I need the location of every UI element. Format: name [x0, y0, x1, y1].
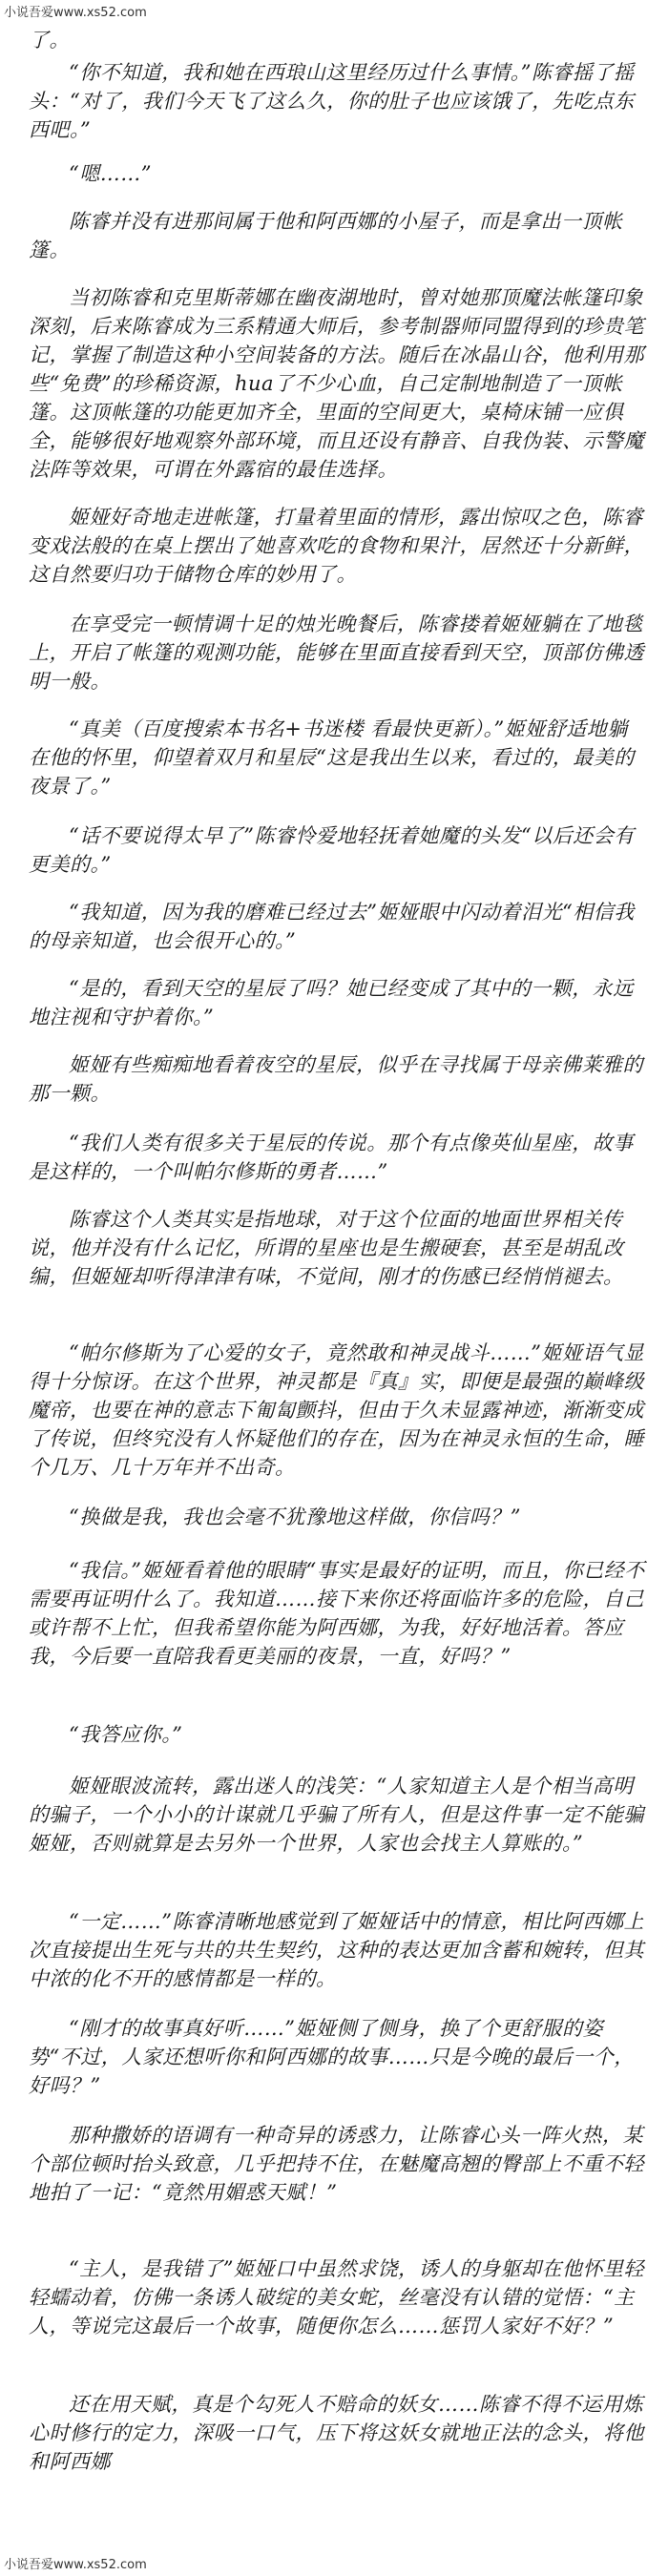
paragraph: “帕尔修斯为了心爱的女子，竟然敢和神灵战斗……”姬娅语气显得十分惊讶。在这个世界，神灵都是『真』实，即便是最强的巅峰级魔帝，也要在神的意志下匍匐颤抖，但由于久未显露神迹，渐渐变成了传说，但终究没有人怀疑他们的存在，因为在神灵永恒的生命，睡个几万、几十万年并不出奇。: [29, 1341, 644, 1479]
paragraph: “真美（百度搜索本书名+书迷楼 看最快更新）。”姬娅舒适地躺在他的怀里，仰望着双月和星辰“这是我出生以来，看过的，最美的夜景了。”: [29, 717, 635, 798]
paragraph: “我知道，因为我的磨难已经过去”姬娅眼中闪动着泪光“相信我的母亲知道，也会很开心的。”: [29, 901, 635, 952]
paragraph: “换做是我，我也会毫不犹豫地这样做，你信吗？”: [69, 1506, 521, 1528]
paragraph: “刚才的故事真好听……”姬娅侧了侧身，换了个更舒服的姿势“不过，人家还想听你和阿西娜的故事……只是今晚的最后一个，好吗？”: [29, 2017, 635, 2097]
paragraph: 了。: [29, 29, 70, 52]
paragraph: 当初陈睿和克里斯蒂娜在幽夜湖地时，曾对她那顶魔法帐篷印象深刻，后来陈睿成为三系精通大师后，参考制器师同盟得到的珍贵笔记，掌握了制造这种小空间装备的方法。随后在冰晶山谷，他利用那些“免费”的珍稀资源，hua了不少心血，自己定制地制造了一顶帐篷。这顶帐篷的功能更加齐全，里面的空间更大，桌椅床铺一应俱全，能够很好地观察外部环境，而且还设有静音、自我伪装、示警魔法阵等效果，可谓在外露宿的最佳选择。: [29, 286, 644, 481]
paragraph: 陈睿这个人类其实是指地球，对于这个位面的地面世界相关传说，他并没有什么记忆，所谓的星座也是生搬硬套，甚至是胡乱改编，但姬娅却听得津津有味，不觉间，刚才的伤感已经悄悄褪去。: [29, 1208, 624, 1288]
site-watermark-header: 小说吾爱www.xs52.com: [4, 6, 147, 20]
paragraph: 还在用天赋，真是个勾死人不赔命的妖女……陈睿不得不运用炼心时修行的定力，深吸一口气，压下将这妖女就地正法的念头，将他和阿西娜: [29, 2393, 644, 2473]
paragraph: “嗯……”: [69, 162, 152, 185]
paragraph: 陈睿并没有进那间属于他和阿西娜的小屋子，而是拿出一顶帐篷。: [29, 210, 623, 261]
paragraph: 在享受完一顿情调十足的烛光晚餐后，陈睿搂着姬娅躺在了地毯上，开启了帐篷的观测功能，能够在里面直接看到天空，顶部仿佛透明一般。: [29, 613, 644, 693]
paragraph: “主人，是我错了”姬娅口中虽然求饶，诱人的身躯却在他怀里轻轻蠕动着，仿佛一条诱人破绽的美女蛇，丝毫没有认错的觉悟：“主人，等说完这最后一个故事，随便你怎么……惩罚人家好不好？”: [29, 2257, 644, 2337]
paragraph: 那种撒娇的语调有一种奇异的诱惑力，让陈睿心头一阵火热，某个部位顿时抬头致意，几乎把持不住，在魅魔高翘的臀部上不重不轻地拍了一记：“竟然用媚惑天赋！”: [29, 2124, 644, 2204]
site-watermark-footer: 小说吾爱www.xs52.com: [4, 2558, 147, 2572]
paragraph: “话不要说得太早了”陈睿怜爱地轻抚着她魔的头发“以后还会有更美的。”: [29, 824, 635, 876]
paragraph: “我们人类有很多关于星辰的传说。那个有点像英仙星座，故事是这样的，一个叫帕尔修斯的勇者……”: [29, 1132, 634, 1183]
paragraph: “是的，看到天空的星辰了吗？她已经变成了其中的一颗，永远地注视和守护着你。”: [29, 977, 634, 1028]
paragraph: 姬娅有些痴痴地看着夜空的星辰，似乎在寻找属于母亲佛莱雅的那一颗。: [29, 1053, 643, 1105]
paragraph: “一定……”陈睿清晰地感觉到了姬娅话中的情意，相比阿西娜上次直接提出生死与共的共生契约，这种的表达更加含蓄和婉转，但其中浓的化不开的感情都是一样的。: [29, 1910, 644, 1990]
paragraph: “我答应你。”: [69, 1723, 183, 1746]
paragraph: 姬娅眼波流转，露出迷人的浅笑：“人家知道主人是个相当高明的骗子，一个小小的计谋就几乎骗了所有人，但是这件事一定不能骗姬娅，否则就算是去另外一个世界，人家也会找主人算账的。”: [29, 1775, 644, 1855]
paragraph: 姬娅好奇地走进帐篷，打量着里面的情形，露出惊叹之色，陈睿变戏法般的在桌上摆出了她喜欢吃的食物和果汁，居然还十分新鲜，这自然要归功于储物仓库的妙用了。: [29, 506, 644, 586]
paragraph: “你不知道，我和她在西琅山这里经历过什么事情。”陈睿摇了摇头：“对了，我们今天飞了这么久，你的肚子也应该饿了，先吃点东西吧。”: [29, 61, 635, 141]
paragraph: “我信。”姬娅看着他的眼睛“事实是最好的证明，而且，你已经不需要再证明什么了。我知道……接下来你还将面临许多的危险，自己或许帮不上忙，但我希望你能为阿西娜，为我，好好地活着。答应我，今后要一直陪我看更美丽的夜景，一直，好吗？”: [29, 1559, 645, 1668]
